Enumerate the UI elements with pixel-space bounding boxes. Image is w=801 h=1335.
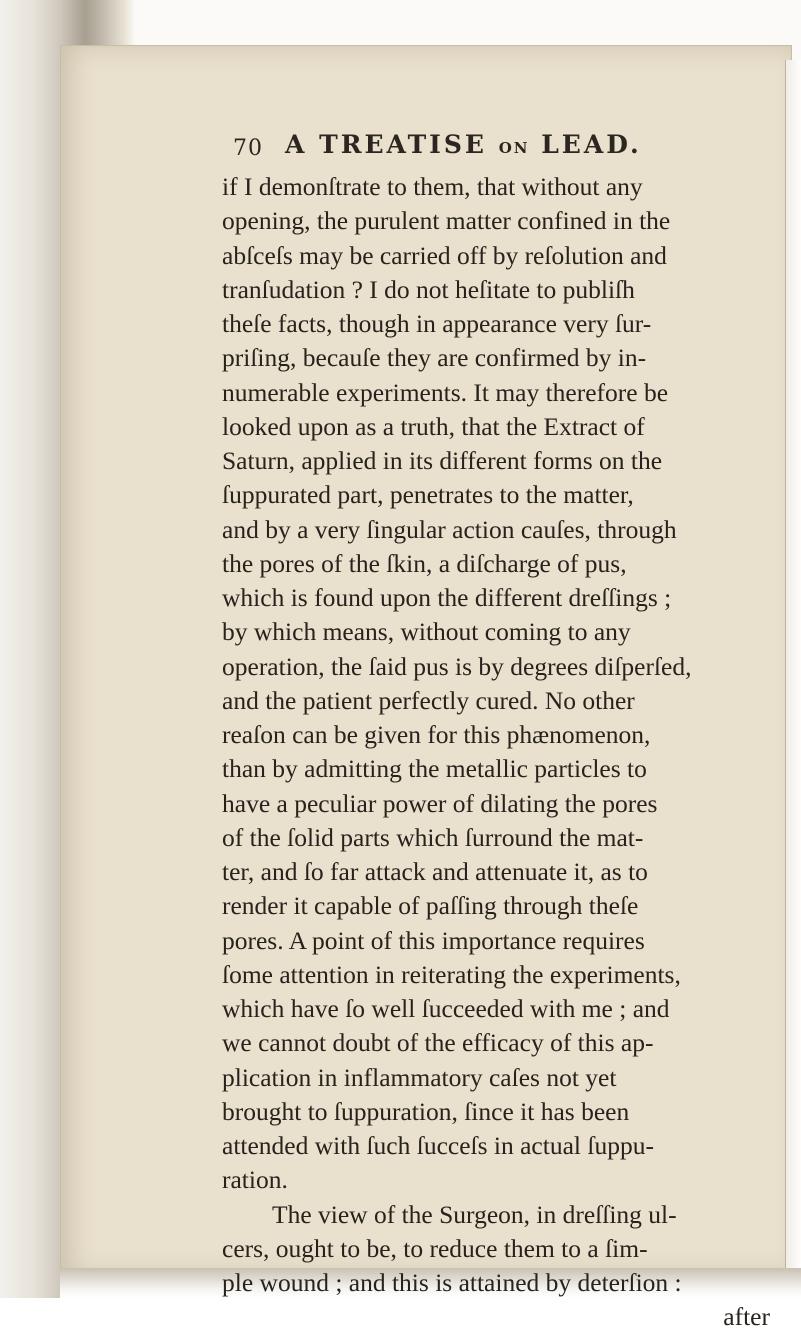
catchword: after [723,1302,770,1332]
text-line: than by admitting the metallic particles to [222,754,647,784]
text-line: ration. [222,1165,288,1195]
text-line: ple wound ; and this is attained by deterſion : [222,1268,682,1297]
text-line: opening, the purulent matter confined in the [222,206,671,236]
title-suffix: LEAD. [541,130,642,159]
page-number: 70 [233,136,263,161]
text-line: which is found upon the different dreſſings ; [222,583,672,612]
text-line: priſing, becauſe they are confirmed by in- [222,343,647,373]
text-line: which have ſo well ſucceeded with me ; and [222,994,670,1023]
text-line: have a peculiar power of dilating the pores [222,788,658,818]
text-line: attended with ſuch ſucceſs in actual ſuppu- [222,1131,654,1160]
text-line: the pores of the ſkin, a diſcharge of pus, [222,548,627,578]
text-line: looked upon as a truth, that the Extract of [222,411,645,441]
text-line: The view of the Surgeon, in dreſſing ul- [272,1199,677,1229]
text-line: if I demonſtrate to them, that without any [222,172,643,201]
title-on: ON [498,139,530,157]
text-line: by which means, without coming to any [222,617,631,647]
text-line: of the ſolid parts which ſurround the mat- [222,822,644,852]
text-line: and by a very ſingular action cauſes, through [222,514,677,544]
body-text [222,170,770,1335]
text-line: we cannot doubt of the efficacy of this ap- [222,1028,654,1058]
text-line: theſe facts, though in appearance very ſur- [222,309,652,338]
text-line: and the patient perfectly cured. No other [222,685,635,715]
text-line: brought to ſuppuration, ſince it has been [222,1096,630,1126]
text-line: Saturn, applied in its different forms on the [222,446,663,475]
text-line: cers, ought to be, to reduce them to a ſim- [222,1233,648,1263]
text-line: render it capable of paſſing through theſe [222,891,639,921]
text-line: ſuppurated part, penetrates to the matter, [222,480,634,510]
text-line: ſome attention in reiterating the experiments, [222,959,681,989]
text-line: numerable experiments. It may therefore be [222,377,669,407]
text-line: abſceſs may be carried off by reſolution and [222,240,667,270]
text-line: tranſudation ? I do not heſitate to publiſh [222,274,635,304]
text-line: reaſon can be given for this phænomenon, [222,720,651,749]
running-title [285,130,642,159]
page-edge-right [785,60,801,1270]
text-line: ter, and ſo far attack and attenuate it, as to [222,857,648,886]
text-line: pores. A point of this importance requires [222,925,645,955]
title-prefix: A TREATISE [285,130,487,159]
text-line: plication in inflammatory caſes not yet [222,1062,617,1092]
text-line: operation, the ſaid pus is by degrees diſperſed, [222,651,692,681]
running-header [233,130,693,170]
